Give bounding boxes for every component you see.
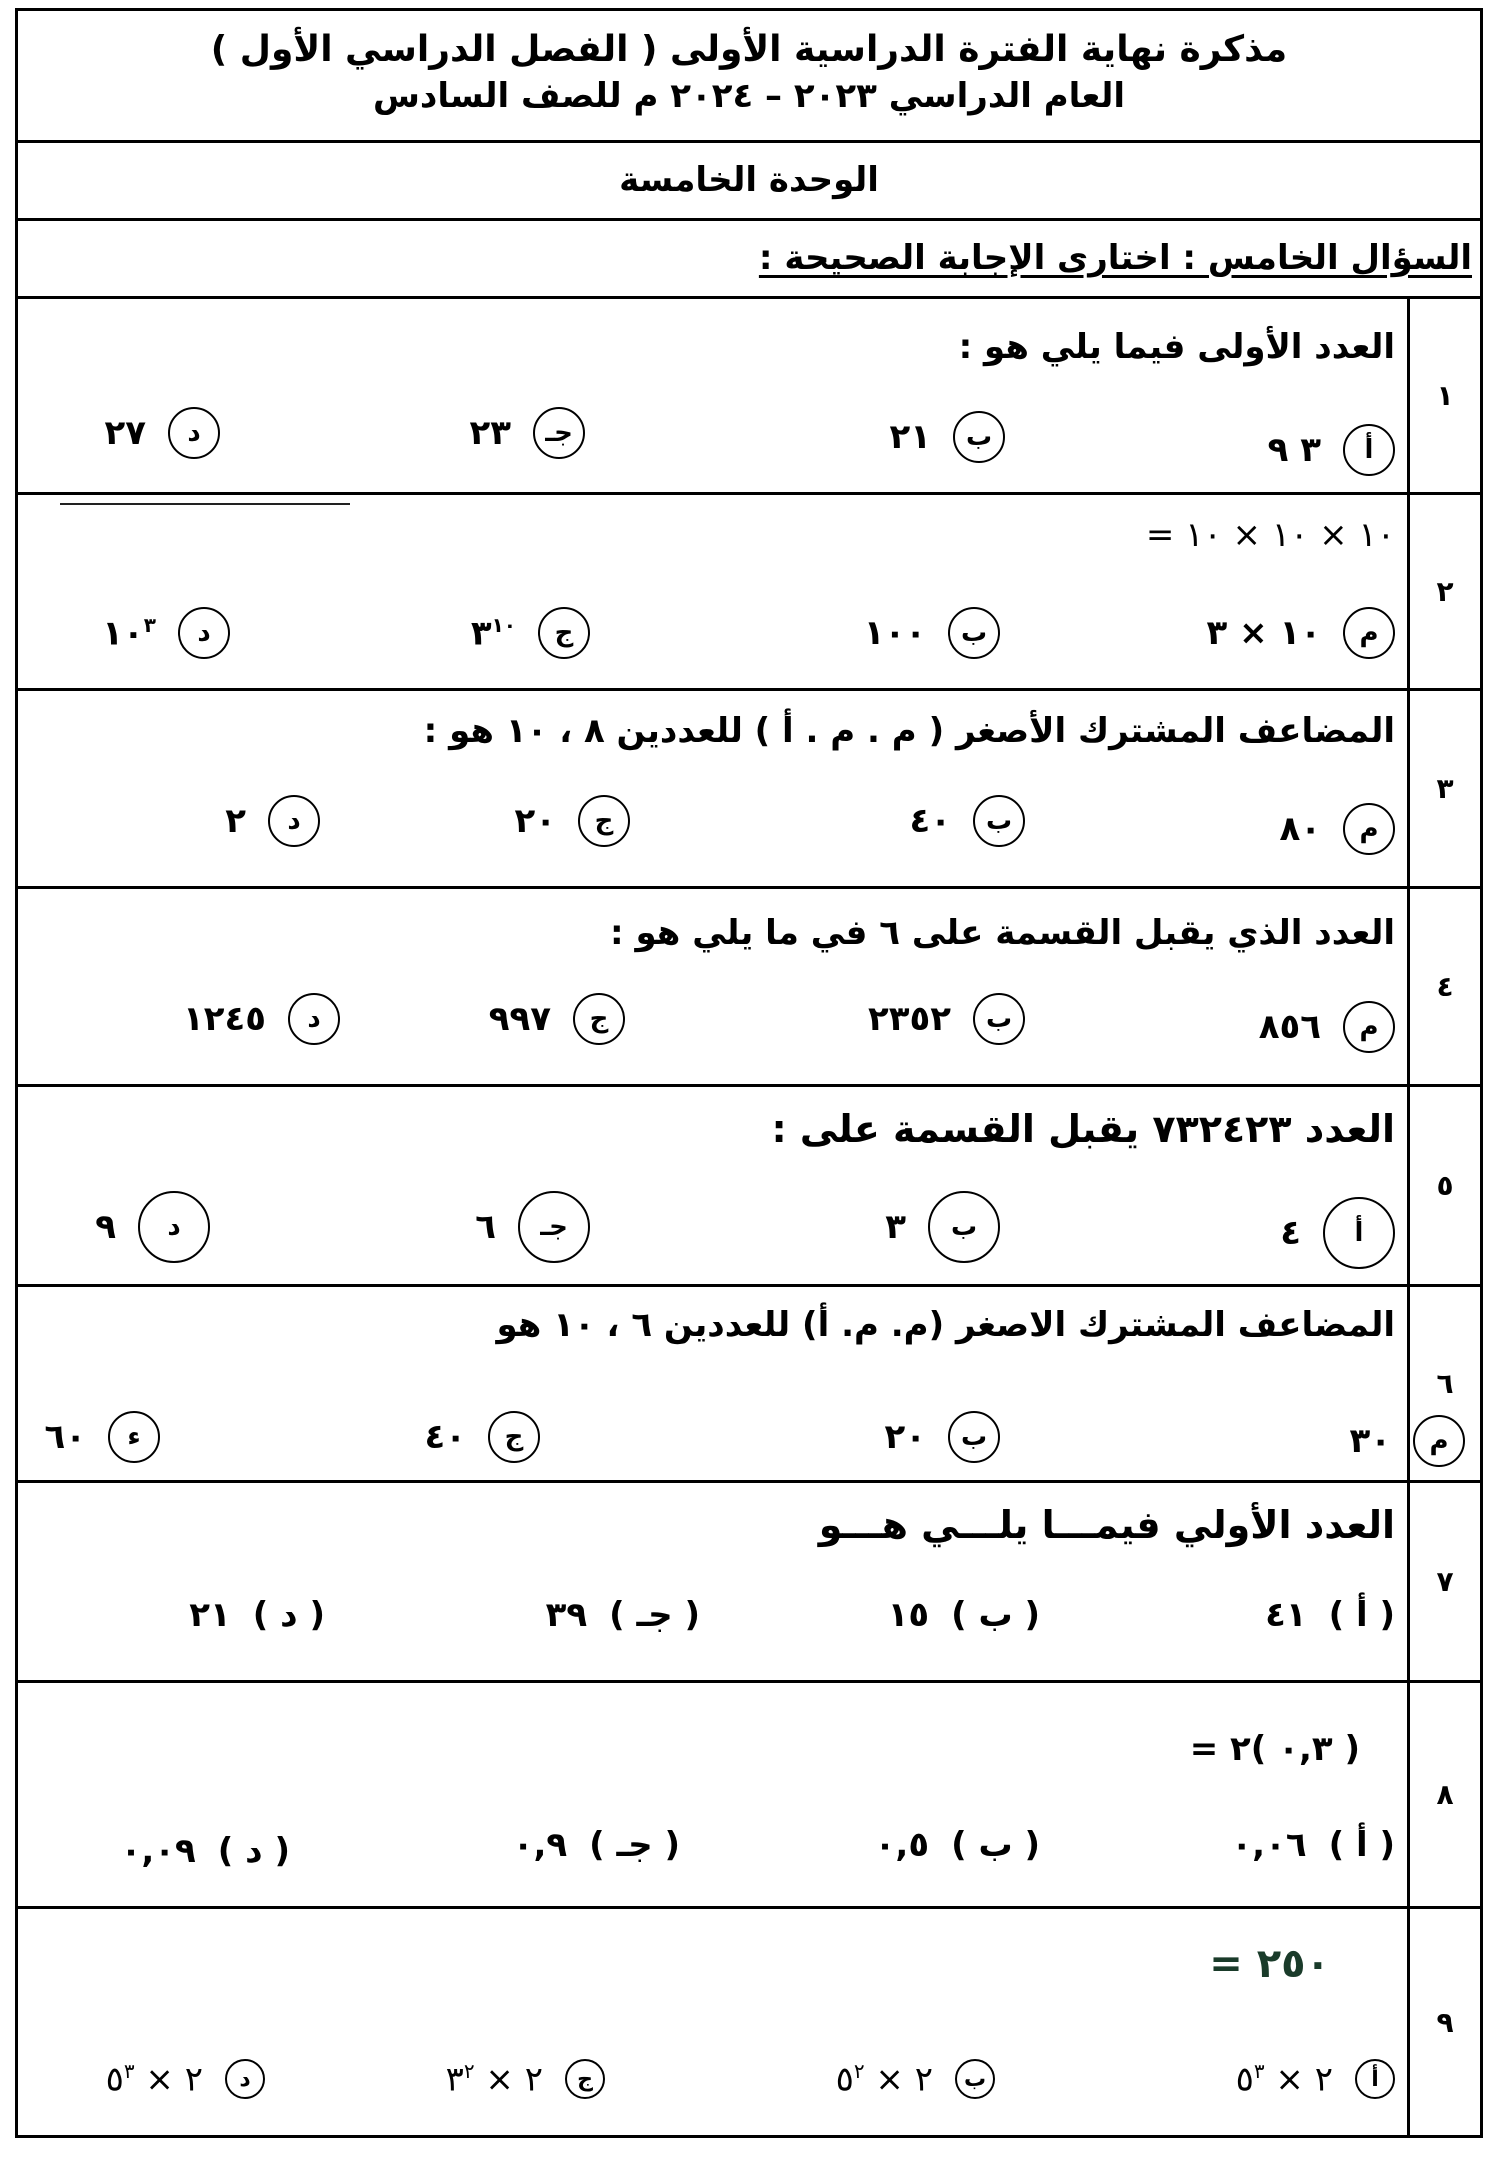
option-exponent: ٢ xyxy=(853,2059,865,2083)
question-row-3 xyxy=(18,691,1480,889)
option-d[interactable] xyxy=(189,1595,325,1635)
question-row-1 xyxy=(18,299,1480,495)
option-letter: د xyxy=(138,1191,210,1263)
question-text: العدد الأولي فيمـــا يلـــي هـــو xyxy=(818,1503,1395,1547)
option-c[interactable] xyxy=(546,1595,700,1635)
question-heading-text: السؤال الخامس : اختارى الإجابة الصحيحة : xyxy=(758,238,1472,278)
option-value: ٤٠ xyxy=(909,801,951,841)
option-letter: ( أ ) xyxy=(1328,1595,1395,1635)
question-row-5 xyxy=(18,1087,1480,1287)
option-letter: ب xyxy=(928,1191,1000,1263)
option-value: ٠,٠٩ xyxy=(120,1831,196,1871)
question-heading xyxy=(18,221,1480,299)
option-value: ١٠ xyxy=(102,613,144,654)
option-letter: ج xyxy=(488,1411,540,1463)
option-value: ٢١ xyxy=(889,417,931,457)
option-c[interactable] xyxy=(471,607,590,659)
question-text: العدد الأولى فيما يلي هو : xyxy=(958,327,1395,367)
option-letter: م xyxy=(1413,1415,1465,1467)
option-letter: د xyxy=(288,993,340,1045)
question-row-8 xyxy=(18,1683,1480,1909)
option-b[interactable] xyxy=(909,795,1025,847)
option-value: ٦ xyxy=(475,1207,496,1247)
option-letter: جـ xyxy=(518,1191,590,1263)
option-d[interactable] xyxy=(106,2059,265,2099)
option-letter: ج xyxy=(538,607,590,659)
option-letter: ب xyxy=(973,993,1025,1045)
divider-line xyxy=(60,503,350,505)
option-exponent: ٣ xyxy=(143,612,156,637)
question-text: المضاعف المشترك الاصغر (م. م. أ) للعددين ٦ ، ١٠ هو xyxy=(496,1305,1395,1345)
option-letter: د xyxy=(168,407,220,459)
option-letter: ( ب ) xyxy=(951,1825,1040,1865)
question-number: ٢ xyxy=(1407,495,1480,688)
option-a[interactable] xyxy=(1268,424,1395,476)
unit-title: الوحدة الخامسة xyxy=(18,143,1480,221)
option-letter: ب xyxy=(973,795,1025,847)
option-value: ٤ xyxy=(1280,1213,1301,1253)
option-value: ٢ xyxy=(225,801,246,841)
question-number: ١ xyxy=(1407,299,1480,492)
option-a[interactable] xyxy=(1280,1197,1395,1269)
option-d[interactable] xyxy=(95,1191,210,1263)
option-value: ٨٠ xyxy=(1279,809,1321,849)
option-value: ٤٠ xyxy=(424,1417,466,1457)
option-value: ٢ × ٣ xyxy=(445,2059,543,2100)
option-letter: ب xyxy=(953,411,1005,463)
question-text: ( ٠,٣ )٢ = xyxy=(1189,1729,1360,1769)
option-letter: ( ب ) xyxy=(951,1595,1040,1635)
header-title-box xyxy=(18,11,1480,143)
question-number: ٨ xyxy=(1407,1683,1480,1906)
option-value: ٢٠ xyxy=(884,1417,926,1457)
option-value: ٣٠ xyxy=(1349,1421,1391,1461)
option-value: ٤١ xyxy=(1265,1595,1307,1635)
question-number: ٣ xyxy=(1407,691,1480,886)
option-letter: ( أ ) xyxy=(1328,1825,1395,1865)
option-value: ٢ × ٥ xyxy=(835,2059,933,2100)
option-letter: ( د ) xyxy=(252,1595,325,1635)
title-line-1: مذكرة نهاية الفترة الدراسية الأولى ( الفصل الدراسي الأول ) xyxy=(210,29,1288,70)
option-c[interactable] xyxy=(446,2059,605,2099)
question-number: ٦ xyxy=(1407,1287,1480,1480)
option-value: ٢٣٥٢ xyxy=(867,999,951,1039)
option-letter: ب xyxy=(948,1411,1000,1463)
option-letter: د xyxy=(178,607,230,659)
question-row-4 xyxy=(18,889,1480,1087)
question-row-9 xyxy=(18,1909,1480,2135)
option-value: ١٢٤٥ xyxy=(182,999,266,1039)
option-b[interactable] xyxy=(868,993,1025,1045)
question-text: ١٠ × ١٠ × ١٠ = xyxy=(1145,515,1395,555)
exam-sheet xyxy=(15,8,1483,2138)
question-number: ٥ xyxy=(1407,1087,1480,1284)
option-value: ٣٩ xyxy=(545,1595,588,1635)
option-b[interactable] xyxy=(864,607,1000,659)
option-letter: ب xyxy=(955,2059,995,2099)
option-a[interactable] xyxy=(1231,1825,1395,1865)
option-d[interactable] xyxy=(121,1831,290,1871)
option-c[interactable] xyxy=(489,993,625,1045)
option-value: ٩ xyxy=(95,1207,116,1247)
question-text: العدد الذي يقبل القسمة على ٦ في ما يلي هو : xyxy=(610,913,1395,953)
option-c[interactable] xyxy=(424,1411,540,1463)
option-a[interactable] xyxy=(1207,607,1395,659)
option-value: ١٥ xyxy=(887,1595,930,1635)
option-d[interactable] xyxy=(102,607,230,659)
option-a[interactable] xyxy=(1259,1001,1395,1053)
option-b[interactable] xyxy=(889,411,1005,463)
option-b[interactable] xyxy=(875,1825,1040,1865)
option-a[interactable] xyxy=(1279,803,1395,855)
option-d[interactable] xyxy=(225,795,320,847)
question-text: ٢٥٠ = xyxy=(1209,1941,1330,1987)
option-letter: ء xyxy=(108,1411,160,1463)
option-a[interactable] xyxy=(1236,2059,1395,2099)
option-value: ٠,٠٦ xyxy=(1231,1825,1307,1865)
option-letter: م xyxy=(1343,803,1395,855)
option-value: ١٠٠ xyxy=(863,613,926,653)
option-value: ٦٠ xyxy=(44,1417,86,1457)
option-value: ٢١ xyxy=(189,1595,231,1635)
option-a[interactable] xyxy=(1349,1415,1465,1467)
option-letter: م xyxy=(1343,1001,1395,1053)
option-b[interactable] xyxy=(885,1191,1000,1263)
option-d[interactable] xyxy=(104,407,220,459)
option-letter: ب xyxy=(948,607,1000,659)
option-b[interactable] xyxy=(836,2059,995,2099)
option-d[interactable] xyxy=(183,993,340,1045)
question-text: العدد ٧٣٢٤٢٣ يقبل القسمة على : xyxy=(771,1107,1395,1151)
question-row-2 xyxy=(18,495,1480,691)
question-row-7 xyxy=(18,1483,1480,1683)
option-letter: ( جـ ) xyxy=(609,1595,700,1635)
option-exponent: ٢ xyxy=(463,2059,475,2083)
option-value: ٣ ٩ xyxy=(1267,430,1321,470)
option-b[interactable] xyxy=(888,1595,1040,1635)
option-value: ١٠ × ٣ xyxy=(1206,613,1321,653)
option-value: ٠,٩ xyxy=(512,1825,568,1865)
option-letter: جـ xyxy=(533,407,585,459)
option-value: ٢ × ٥ xyxy=(105,2059,203,2100)
option-c[interactable] xyxy=(475,1191,590,1263)
question-text: المضاعف المشترك الأصغر ( م . م . أ ) للعددين ٨ ، ١٠ هو : xyxy=(423,711,1395,751)
option-value: ٢٣ xyxy=(469,413,511,453)
option-value: ٩٩٧ xyxy=(488,999,551,1039)
option-letter: د xyxy=(225,2059,265,2099)
option-letter: م xyxy=(1343,607,1395,659)
option-exponent: ١٠ xyxy=(491,612,516,637)
option-value: ٢ × ٥ xyxy=(1235,2059,1333,2100)
option-value: ٨٥٦ xyxy=(1258,1007,1321,1047)
question-row-6 xyxy=(18,1287,1480,1483)
option-letter: ج xyxy=(578,795,630,847)
option-letter: ج xyxy=(565,2059,605,2099)
option-letter: ( جـ ) xyxy=(589,1825,680,1865)
option-b[interactable] xyxy=(884,1411,1000,1463)
option-c[interactable] xyxy=(513,1825,680,1865)
option-value: ٢٧ xyxy=(104,413,146,453)
option-value: ٣ xyxy=(470,613,492,654)
question-number: ٧ xyxy=(1407,1483,1480,1680)
option-letter: أ xyxy=(1355,2059,1395,2099)
option-value: ٣ xyxy=(885,1207,906,1247)
option-c[interactable] xyxy=(469,407,585,459)
title-line-2: العام الدراسي ٢٠٢٣ – ٢٠٢٤ م للصف السادس xyxy=(372,76,1126,116)
question-number: ٤ xyxy=(1407,889,1480,1084)
option-letter: ( د ) xyxy=(217,1831,290,1871)
option-letter: أ xyxy=(1343,424,1395,476)
option-letter: ج xyxy=(573,993,625,1045)
option-a[interactable] xyxy=(1265,1595,1395,1635)
option-exponent: ٣ xyxy=(1253,2059,1265,2083)
option-letter: أ xyxy=(1323,1197,1395,1269)
option-exponent: ٣ xyxy=(123,2059,135,2083)
option-c[interactable] xyxy=(514,795,630,847)
option-value: ٠,٥ xyxy=(874,1825,930,1865)
option-letter: د xyxy=(268,795,320,847)
option-value: ٢٠ xyxy=(514,801,556,841)
question-number: ٩ xyxy=(1407,1909,1480,2135)
option-d[interactable] xyxy=(44,1411,160,1463)
